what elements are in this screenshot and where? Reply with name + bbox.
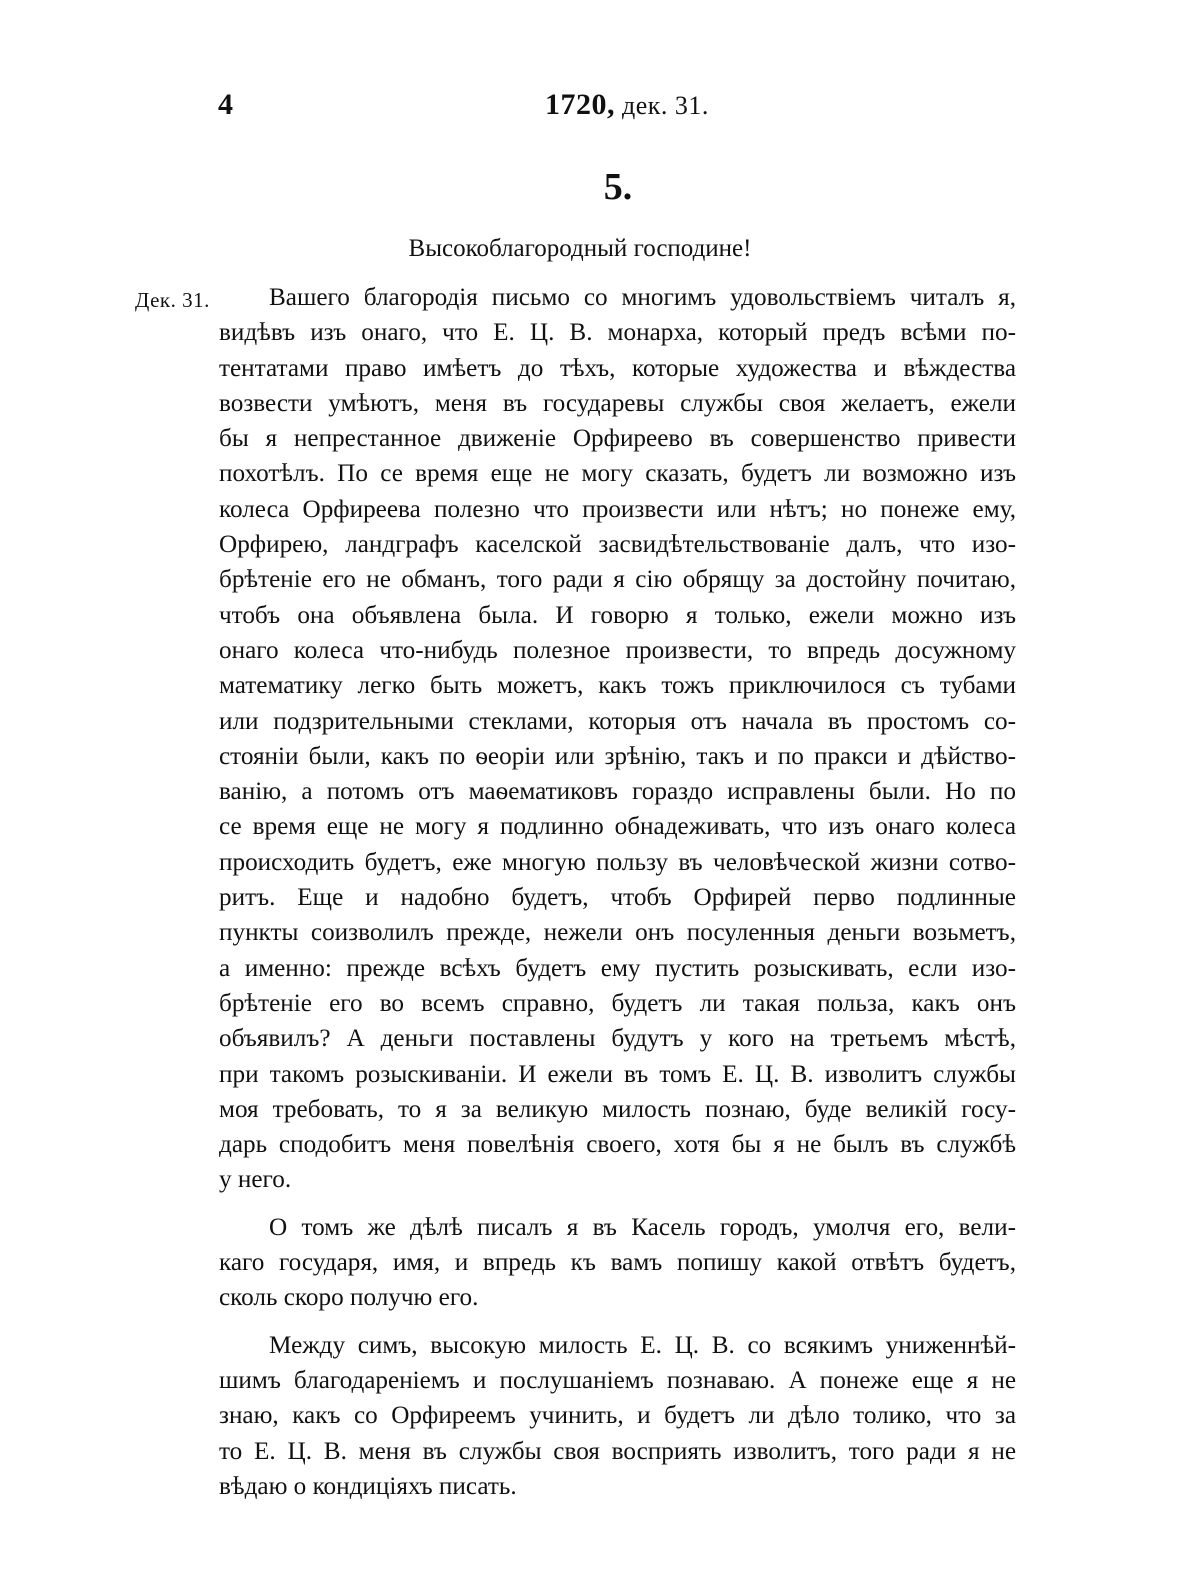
text-line: математику легко быть можетъ, какъ тожъ приключилося съ тубами bbox=[219, 672, 1016, 700]
text-line: каго государя, имя, и впредь къ вамъ попишу какой отвѣтъ будетъ, bbox=[219, 1249, 1016, 1277]
text-line: возвести умѣютъ, меня въ государевы службы своя желаетъ, ежели bbox=[219, 389, 1016, 417]
text-line: при такомъ розыскиваніи. И ежели въ томъ Е. Ц. В. изволитъ службы bbox=[219, 1060, 1016, 1088]
text-line: колеса Орфиреева полезно что произвести или нѣтъ; но понеже ему, bbox=[219, 495, 1016, 523]
running-head-date: дек. 31. bbox=[615, 91, 709, 120]
paragraph-gap bbox=[219, 1198, 1016, 1210]
text-line: се время еще не могу я подлинно обнадеживать, что изъ онаго колеса bbox=[219, 813, 1016, 841]
page-number: 4 bbox=[218, 88, 233, 121]
text-line: онаго колеса что-нибудь полезное произвести, то впредь досужному bbox=[219, 636, 1016, 664]
salutation: Высокоблагородный господине! bbox=[408, 235, 752, 262]
text-line: чтобъ она объявлена была. И говорю я только, ежели можно изъ bbox=[219, 601, 1016, 629]
text-line: бы я непрестанное движеніе Орфиреево въ совершенство привести bbox=[219, 425, 1016, 453]
text-line: ванію, а потомъ отъ маѳематиковъ гораздо исправлены были. Но по bbox=[219, 778, 1016, 806]
text-line: происходить будетъ, еже многую пользу въ человѣческой жизни сотво- bbox=[219, 848, 1016, 876]
text-line: вѣдаю о кондиціяхъ писать. bbox=[219, 1472, 517, 1500]
text-line: дарь сподобитъ меня повелѣнія своего, хотя бы я не былъ въ службѣ bbox=[219, 1131, 1016, 1159]
document-number: 5. bbox=[603, 166, 633, 208]
running-head-year: 1720, bbox=[545, 88, 615, 121]
margin-date: Дек. 31. bbox=[135, 288, 210, 312]
text-line: брѣтеніе его во всемъ справно, будетъ ли такая польза, какъ онъ bbox=[219, 989, 1016, 1017]
text-line: похотѣлъ. По се время еще не могу сказать, будетъ ли возможно изъ bbox=[219, 460, 1016, 488]
text-line: знаю, какъ со Орфиреемъ учинить, и будетъ ли дѣло толико, что за bbox=[219, 1402, 1016, 1430]
text-line: брѣтеніе его не обманъ, того ради я сію обрящу за достойну почитаю, bbox=[219, 566, 1016, 594]
text-line: Орфирею, ландграфъ каселской засвидѣтельствованіе далъ, что изо- bbox=[219, 531, 1016, 559]
text-line: Вашего благородія письмо со многимъ удовольствіемъ читалъ я, bbox=[269, 284, 1016, 311]
text-line: моя требовать, то я за великую милость познаю, буде великій госу- bbox=[219, 1095, 1016, 1123]
paragraph-gap bbox=[219, 1316, 1016, 1328]
text-line: ритъ. Еще и надобно будетъ, чтобъ Орфирей перво подлинные bbox=[219, 884, 1016, 912]
letter-body bbox=[219, 280, 1016, 1504]
text-line: у него. bbox=[219, 1166, 292, 1194]
paragraph bbox=[219, 1328, 1016, 1504]
text-line: Между симъ, высокую милость Е. Ц. В. со всякимъ униженнѣй- bbox=[269, 1331, 1016, 1359]
text-line: пункты соизволилъ прежде, нежели онъ посуленныя деньги возьметъ, bbox=[219, 919, 1016, 947]
text-line: то Е. Ц. В. меня въ службы своя восприять изволитъ, того ради я не bbox=[219, 1437, 1016, 1465]
text-line: видѣвъ изъ онаго, что Е. Ц. В. монарха, который предъ всѣми по- bbox=[219, 319, 1016, 347]
running-head bbox=[545, 88, 709, 122]
text-line: а именно: прежде всѣхъ будетъ ему пустить розыскивать, если изо- bbox=[219, 954, 1016, 982]
text-line: О томъ же дѣлѣ писалъ я въ Касель городъ, умолчя его, вели- bbox=[269, 1213, 1016, 1241]
text-line: стояніи были, какъ по ѳеоріи или зрѣнію, такъ и по пракси и дѣйство- bbox=[219, 742, 1016, 770]
paragraph bbox=[219, 1210, 1016, 1316]
text-line: или подзрительными стеклами, которыя отъ начала въ простомъ со- bbox=[219, 707, 1016, 735]
text-line: шимъ благодареніемъ и послушаніемъ познаваю. А понеже еще я не bbox=[219, 1366, 1016, 1394]
text-line: тентатами право имѣетъ до тѣхъ, которые художества и вѣждества bbox=[219, 354, 1016, 382]
paragraph bbox=[219, 280, 1016, 1198]
text-line: объявилъ? А деньги поставлены будутъ у кого на третьемъ мѣстѣ, bbox=[219, 1025, 1016, 1053]
text-line: сколь скоро получю его. bbox=[219, 1284, 479, 1312]
